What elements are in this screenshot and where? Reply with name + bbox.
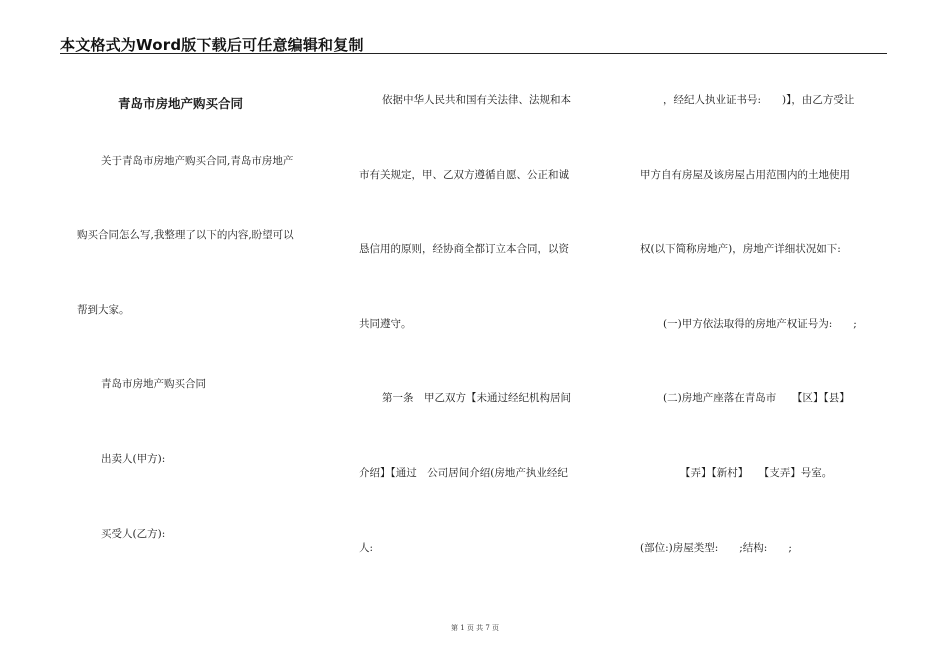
document-title: 青岛市房地产购买合同 [118, 96, 244, 111]
col3-line-7: (部位:)房屋类型: ;结构: ; [640, 542, 792, 554]
col2-line-4: 共同遵守。 [359, 318, 412, 330]
col3-line-2: 甲方自有房屋及该房屋占用范围内的土地使用 [640, 169, 850, 181]
col3-line-6: 【弄】【新村】 【支弄】号室。 [680, 467, 833, 479]
col1-line-2: 购买合同怎么写,我整理了以下的内容,盼望可以 [77, 229, 294, 241]
col3-line-1: ，经纪人执业证书号: )】，由乙方受让 [663, 94, 855, 106]
col2-line-5: 第一条 甲乙双方【未通过经纪机构居间 [382, 392, 571, 404]
col2-line-6: 介绍】【通过 公司居间介绍(房地产执业经纪 [359, 467, 568, 479]
col3-line-5: (二)房地产座落在青岛市 【区】【县】 [663, 392, 850, 404]
col1-line-1: 关于青岛市房地产购买合同,青岛市房地产 [101, 155, 294, 167]
col2-line-7: 人: [359, 542, 374, 554]
col3-line-4: (一)甲方依法取得的房地产权证号为: ; [663, 318, 857, 330]
header-divider [60, 53, 887, 54]
col3-line-3: 权(以下简称房地产)，房地产详细状况如下: [640, 243, 841, 255]
col2-line-3: 恳信用的原则，经协商全都订立本合同，以资 [359, 243, 569, 255]
col2-line-2: 市有关规定，甲、乙双方遵循自愿、公正和诚 [359, 169, 569, 181]
col1-line-5: 出卖人(甲方): [101, 453, 166, 465]
page-number: 第 1 页 共 7 页 [450, 624, 500, 632]
document-banner: 本文格式为Word版下载后可任意编辑和复制 [60, 36, 364, 54]
col1-line-3: 帮到大家。 [77, 304, 130, 316]
col1-line-4: 青岛市房地产购买合同 [101, 378, 206, 390]
col1-line-6: 买受人(乙方): [101, 528, 166, 540]
col2-line-1: 依据中华人民共和国有关法律、法规和本 [382, 94, 571, 106]
